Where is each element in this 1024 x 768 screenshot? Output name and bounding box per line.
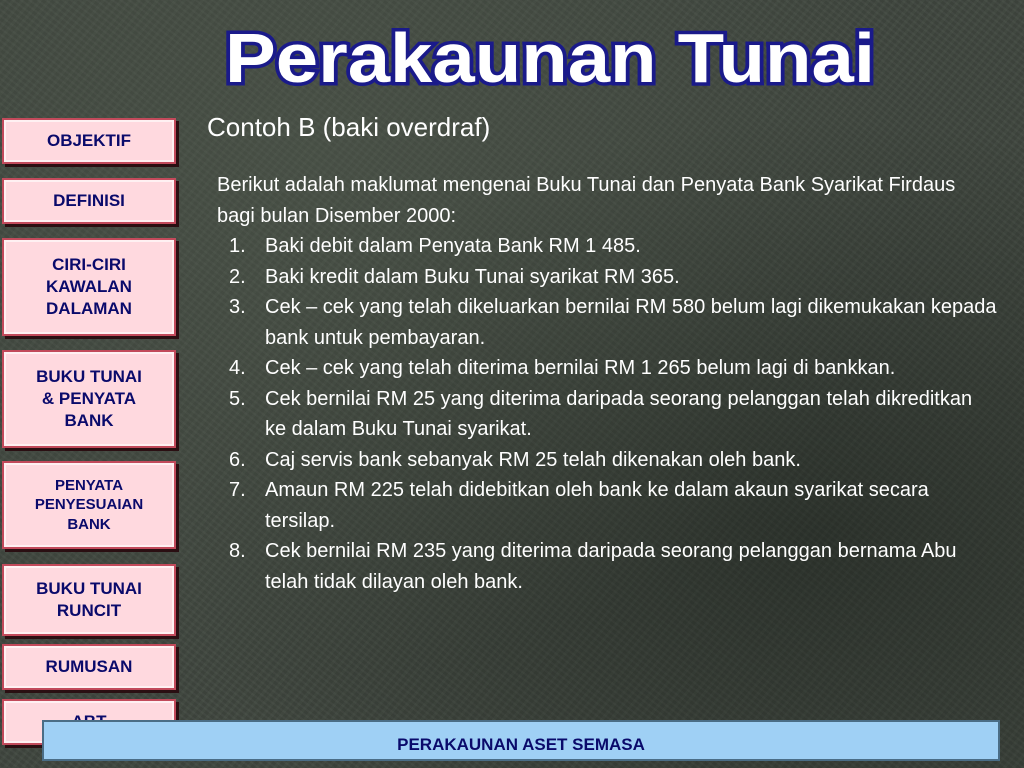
list-item: 5. Cek bernilai RM 25 yang diterima daripada seorang pelanggan telah dikreditkan ke dalam Buku Tunai syarikat. <box>229 387 973 440</box>
info-list <box>217 231 997 597</box>
nav-buku-tunai-runcit-button[interactable]: BUKU TUNAI RUNCIT <box>2 564 176 636</box>
footer-bar <box>42 720 1000 761</box>
list-item: 6. Caj servis bank sebanyak RM 25 telah dikenakan oleh bank. <box>229 448 801 471</box>
list-item: 7. Amaun RM 225 telah didebitkan oleh bank ke dalam akaun syarikat secara tersilap. <box>229 479 929 532</box>
nav-buku-tunai-penyata-bank-button[interactable]: BUKU TUNAI & PENYATA BANK <box>2 350 176 448</box>
nav-rumusan-button[interactable]: RUMUSAN <box>2 644 176 690</box>
slide-title <box>170 0 930 105</box>
nav-objektif-button[interactable]: OBJEKTIF <box>2 118 176 164</box>
slide-content <box>217 170 997 597</box>
nav-ciri-ciri-kawalan-dalaman-button[interactable]: CIRI-CIRI KAWALAN DALAMAN <box>2 238 176 336</box>
slide-subtitle: Contoh B (baki overdraf) <box>207 112 491 142</box>
slide-title-text: Perakaunan Tunai <box>225 19 875 97</box>
list-item: 8. Cek bernilai RM 235 yang diterima daripada seorang pelanggan bernama Abu telah tidak dilayan oleh bank. <box>229 540 957 593</box>
list-item: 4. Cek – cek yang telah diterima bernilai RM 1 265 belum lagi di bankkan. <box>229 357 896 379</box>
intro-paragraph: Berikut adalah maklumat mengenai Buku Tunai dan Penyata Bank Syarikat Firdaus bagi bulan Disember 2000: <box>217 174 956 227</box>
list-item: 3. Cek – cek yang telah dikeluarkan bernilai RM 580 belum lagi dikemukakan kepada bank untuk pembayaran. <box>229 296 997 349</box>
nav-definisi-button[interactable]: DEFINISI <box>2 178 176 224</box>
nav-penyata-penyesuaian-bank-button[interactable]: PENYATA PENYESUAIAN BANK <box>2 461 176 549</box>
list-item: 2. Baki kredit dalam Buku Tunai syarikat RM 365. <box>229 265 680 288</box>
list-item: 1. Baki debit dalam Penyata Bank RM 1 485. <box>229 235 641 257</box>
footer-label: PERAKAUNAN ASET SEMASA <box>397 734 645 754</box>
